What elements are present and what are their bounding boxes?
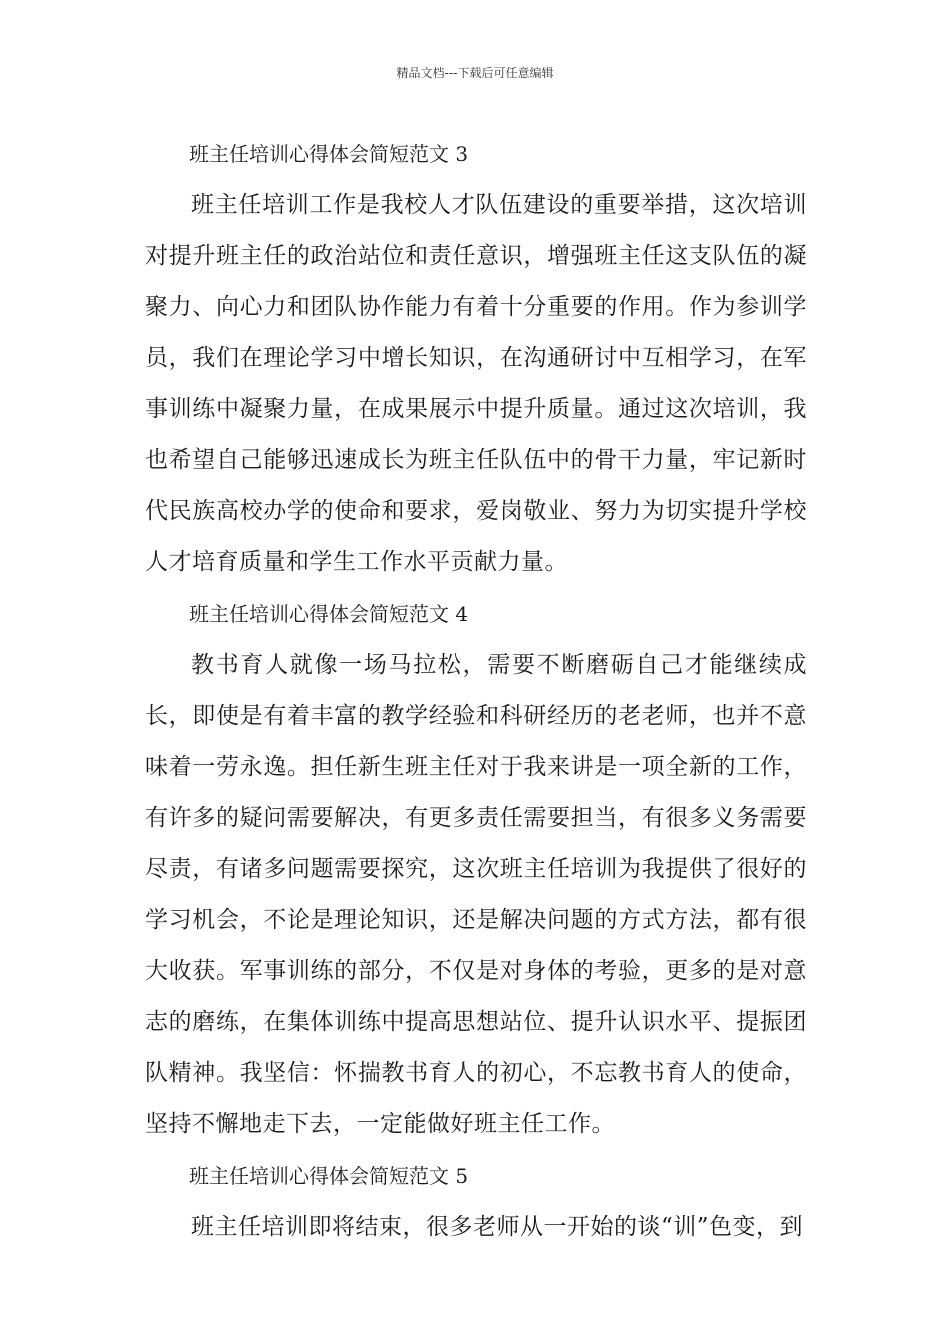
document-body [145,128,807,1253]
section-heading: 班主任培训心得体会简短范文 5 [189,1164,469,1188]
page-header: 精品文档---下载后可任意编辑 [396,66,554,80]
section-paragraph: 班主任培训即将结束，很多老师从一开始的谈“训”色变，到 [191,1214,804,1240]
section-heading: 班主任培训心得体会简短范文 4 [189,602,469,626]
section-3 [145,128,807,588]
section-paragraph: 班主任培训工作是我校人才队伍建设的重要举措，这次培训对提升班主任的政治站位和责任意识，增强班主任这支队伍的凝聚力、向心力和团队协作能力有着十分重要的作用。作为参训学员，我们在理论学习中增长知识，在沟通研讨中互相学习，在军事训练中凝聚力量，在成果展示中提升质量。通过这次培训，我也希望自己能够迅速成长为班主任队伍中的骨干力量，牢记新时代民族高校办学的使命和要求，爱岗敬业、努力为切实提升学校人才培育质量和学生工作水平贡献力量。 [145,192,807,575]
section-5 [145,1150,807,1253]
section-heading: 班主任培训心得体会简短范文 3 [189,142,469,166]
section-4 [145,588,807,1150]
section-paragraph: 教书育人就像一场马拉松，需要不断磨砺自己才能继续成长，即使是有着丰富的教学经验和科研经历的老老师，也并不意味着一劳永逸。担任新生班主任对于我来讲是一项全新的工作，有许多的疑问需要解决，有更多责任需要担当，有很多义务需要尽责，有诸多问题需要探究，这次班主任培训为我提供了很好的学习机会，不论是理论知识，还是解决问题的方式方法，都有很大收获。军事训练的部分，不仅是对身体的考验，更多的是对意志的磨练，在集体训练中提高思想站位、提升认识水平、提振团队精神。我坚信：怀揣教书育人的初心，不忘教书育人的使命，坚持不懈地走下去，一定能做好班主任工作。 [145,652,807,1137]
